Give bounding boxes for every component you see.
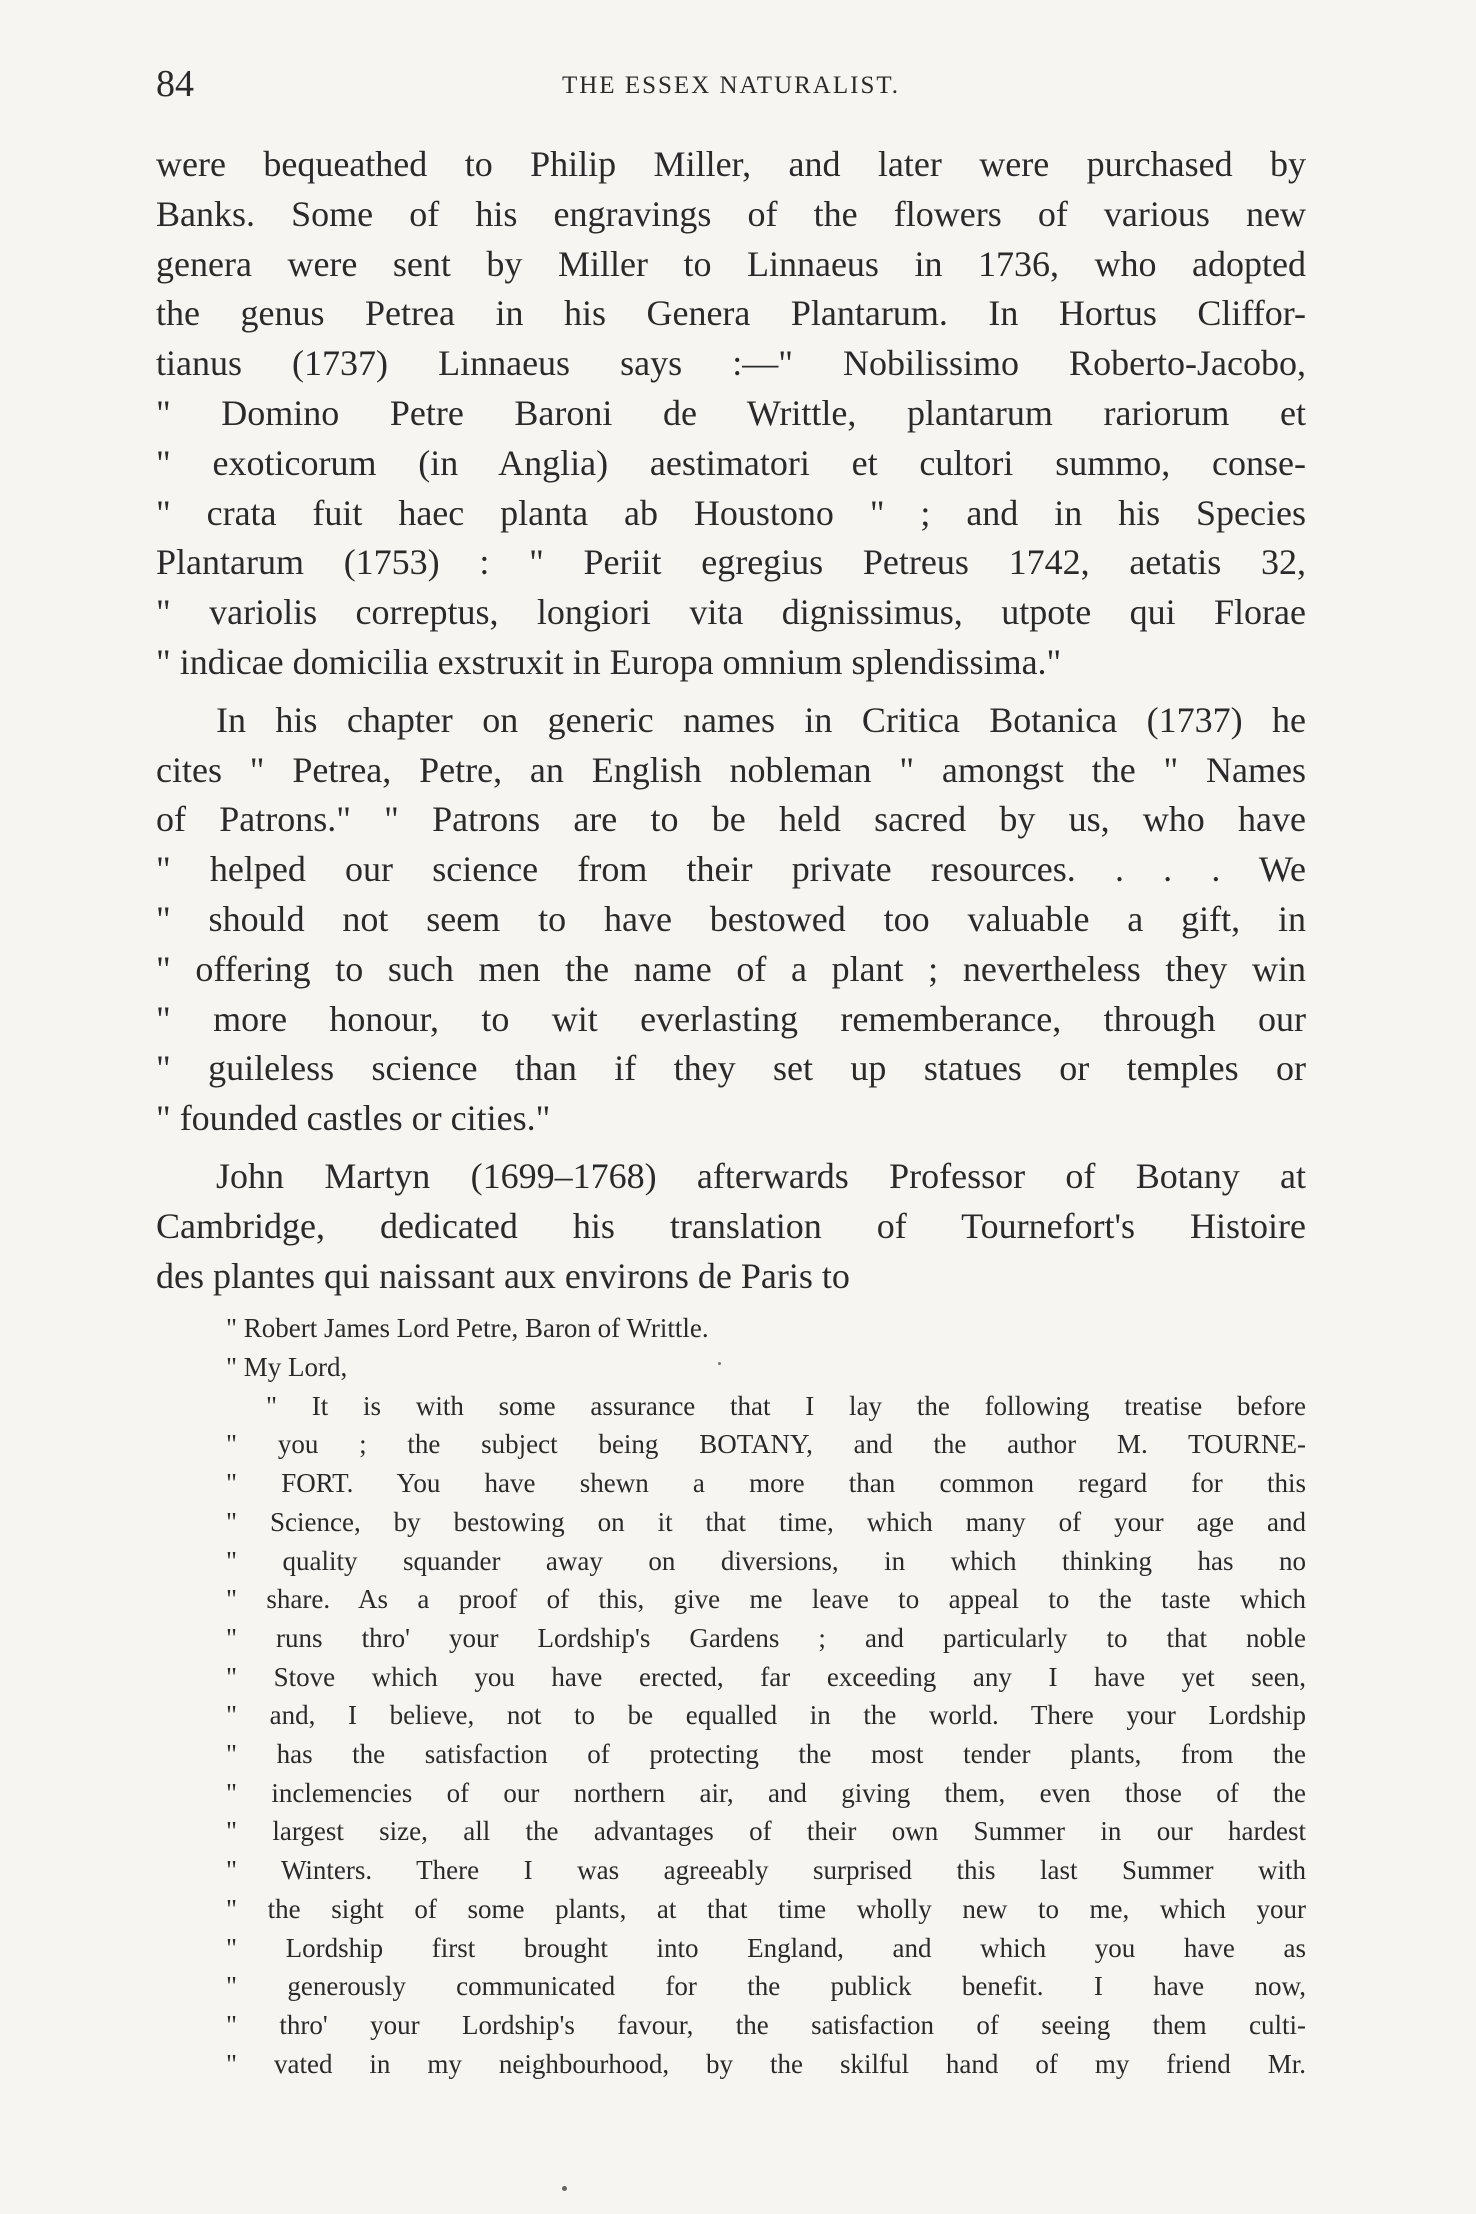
quote-line: " Robert James Lord Petre, Baron of Writtle. (226, 1313, 709, 1344)
quote-line: " generously communicated for the publick benefit. I have now, (226, 1971, 1306, 2002)
text-line: " founded castles or cities." (156, 1098, 551, 1139)
text-line: " guileless science than if they set up statues or temples or (156, 1048, 1306, 1089)
quote-line: " and, I believe, not to be equalled in the world. There your Lordship (226, 1700, 1306, 1731)
quote-line: " largest size, all the advantages of their own Summer in our hardest (226, 1816, 1306, 1847)
quote-line: " FORT. You have shewn a more than common regard for this (226, 1468, 1306, 1499)
text-line: In his chapter on generic names in Critica Botanica (1737) he (216, 699, 1306, 740)
text-line: " exoticorum (in Anglia) aestimatori et cultori summo, conse- (156, 442, 1306, 483)
text-line: des plantes qui naissant aux environs de Paris to (156, 1255, 850, 1296)
text-line: " indicae domicilia exstruxit in Europa omnium splendissima." (156, 641, 1062, 682)
paper-speck (718, 1362, 721, 1365)
paragraph-critica-botanica (156, 696, 1306, 1144)
paragraph-petrea-genus (156, 140, 1306, 688)
quote-line: " has the satisfaction of protecting the most tender plants, from the (226, 1739, 1306, 1770)
quote-line: " you ; the subject being BOTANY, and the author M. TOURNE- (226, 1429, 1306, 1460)
running-title: THE ESSEX NATURALIST. (561, 72, 901, 99)
text-line: " Domino Petre Baroni de Writtle, plantarum rariorum et (156, 392, 1306, 433)
text-line: " variolis correptus, longiori vita dignissimus, utpote qui Florae (156, 592, 1306, 633)
quote-line: " My Lord, (226, 1352, 348, 1383)
quote-line: " Science, by bestowing on it that time, which many of your age and (226, 1506, 1306, 1537)
text-line: Cambridge, dedicated his translation of Tournefort's Histoire (156, 1205, 1306, 1246)
text-line: Banks. Some of his engravings of the flowers of various new (156, 193, 1306, 234)
text-line: cites " Petrea, Petre, an English nobleman " amongst the " Names (156, 749, 1306, 790)
text-line: Plantarum (1753) : " Periit egregius Petreus 1742, aetatis 32, (156, 542, 1306, 583)
quote-line: " Lordship first brought into England, and which you have as (226, 1932, 1306, 1963)
quote-line: " quality squander away on diversions, in which thinking has no (226, 1545, 1306, 1576)
body-text (156, 140, 1306, 1301)
text-line: John Martyn (1699–1768) afterwards Professor of Botany at (216, 1155, 1306, 1196)
text-line: " should not seem to have bestowed too valuable a gift, in (156, 898, 1306, 939)
quote-line: " the sight of some plants, at that time wholly new to me, which your (226, 1893, 1306, 1924)
quote-line: " runs thro' your Lordship's Gardens ; and particularly to that noble (226, 1622, 1306, 1653)
page-number: 84 (156, 63, 194, 105)
paragraph-john-martyn (156, 1152, 1306, 1301)
book-page (156, 60, 1306, 2083)
quote-line: " Winters. There I was agreeably surprised this last Summer with (226, 1855, 1306, 1886)
quote-line: " Stove which you have erected, far exceeding any I have yet seen, (226, 1661, 1306, 1692)
text-line: genera were sent by Miller to Linnaeus in 1736, who adopted (156, 243, 1306, 284)
quote-line: " vated in my neighbourhood, by the skilful hand of my friend Mr. (226, 2048, 1306, 2079)
page-header (156, 60, 1306, 116)
text-line: of Patrons." " Patrons are to be held sacred by us, who have (156, 799, 1306, 840)
quote-line: " It is with some assurance that I lay the following treatise before (266, 1390, 1306, 1421)
text-line: " offering to such men the name of a plant ; nevertheless they win (156, 948, 1306, 989)
text-line: the genus Petrea in his Genera Plantarum. In Hortus Cliffor- (156, 293, 1306, 334)
text-line: " crata fuit haec planta ab Houstono " ; and in his Species (156, 492, 1306, 533)
quote-line: " inclemencies of our northern air, and giving them, even those of the (226, 1777, 1306, 1808)
text-line: " more honour, to wit everlasting rememberance, through our (156, 998, 1306, 1039)
text-line: tianus (1737) Linnaeus says :—" Nobilissimo Roberto-Jacobo, (156, 343, 1306, 384)
quote-line: " share. As a proof of this, give me leave to appeal to the taste which (226, 1584, 1306, 1615)
quote-line: " thro' your Lordship's favour, the satisfaction of seeing them culti- (226, 2009, 1306, 2040)
paper-dot (562, 2186, 567, 2191)
dedication-quote (156, 1309, 1306, 2083)
text-line: " helped our science from their private resources. . . . We (156, 849, 1306, 890)
text-line: were bequeathed to Philip Miller, and later were purchased by (156, 144, 1306, 184)
